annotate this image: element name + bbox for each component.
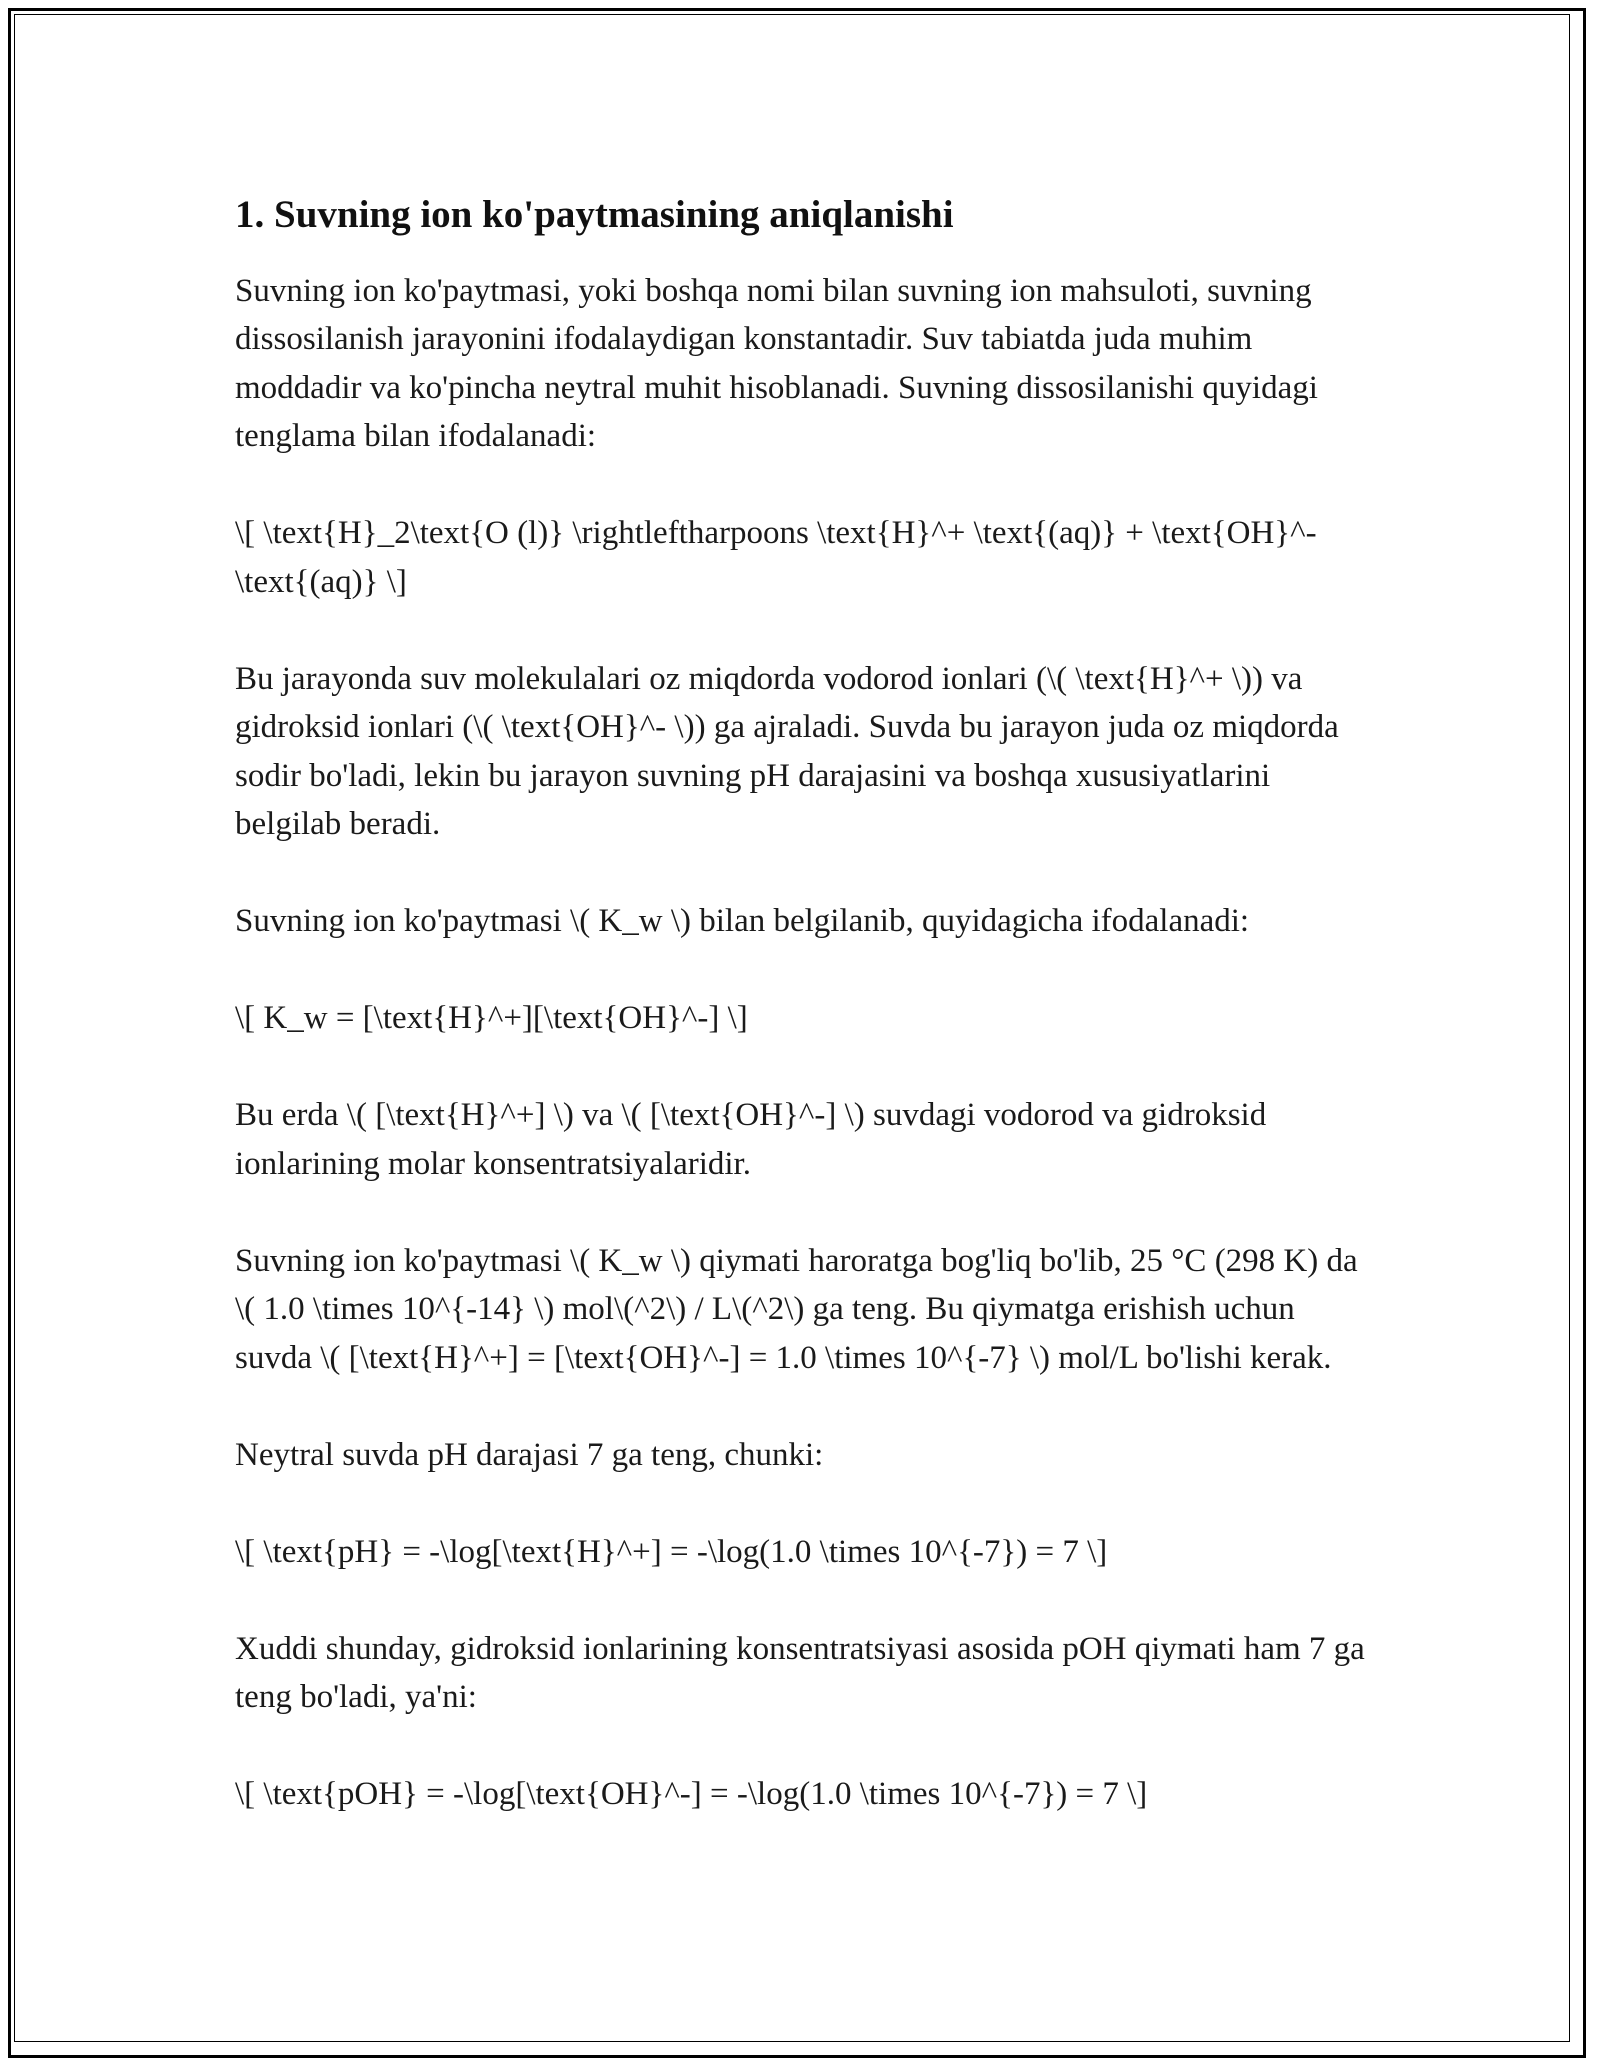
- paragraph-kw-value: Suvning ion ko'paytmasi \( K_w \) qiymati haroratga bog'liq bo'lib, 25 °C (298 K) da \( 1.0 \times 10^{-14} \) mol\(^2\) / L\(^2\) ga teng. Bu qiymatga erishish uchun suvda \( [\text{H}^+] = [\text{OH}^-] = 1.0 \times 10^{-7} \) mol/L bo'lishi kerak.: [235, 1242, 1358, 1376]
- paragraph-kw-definition: Suvning ion ko'paytmasi \( K_w \) bilan belgilanib, quyidagicha ifodalanadi:: [235, 903, 1250, 940]
- document-body: [235, 180, 1375, 1867]
- paragraph-poh: Xuddi shunday, gidroksid ionlarining konsentratsiyasi asosida pOH qiymati ham 7 ga teng bo'ladi, ya'ni:: [235, 1630, 1365, 1716]
- equation-ph: \[ \text{pH} = -\log[\text{H}^+] = -\log(1.0 \times 10^{-7}) = 7 \]: [235, 1533, 1108, 1570]
- paragraph-intro: Suvning ion ko'paytmasi, yoki boshqa nomi bilan suvning ion mahsuloti, suvning dissosilanish jarayonini ifodalaydigan konstantadir. Suv tabiatda juda muhim moddadir va ko'pincha neytral muhit hisoblanadi. Suvning dissosilanishi quyidagi tenglama bilan ifodalanadi:: [235, 272, 1318, 455]
- paragraph-neutral-ph: Neytral suvda pH darajasi 7 ga teng, chunki:: [235, 1436, 824, 1473]
- equation-kw: \[ K_w = [\text{H}^+][\text{OH}^-] \]: [235, 1000, 748, 1037]
- equation-dissociation: \[ \text{H}_2\text{O (l)} \rightleftharpoons \text{H}^+ \text{(aq)} + \text{OH}^- \text{(aq)} \]: [235, 515, 1317, 600]
- equation-poh: \[ \text{pOH} = -\log[\text{OH}^-] = -\log(1.0 \times 10^{-7}) = 7 \]: [235, 1776, 1148, 1813]
- paragraph-ions: Bu jarayonda suv molekulalari oz miqdorda vodorod ionlari (\( \text{H}^+ \)) va gidroksid ionlari (\( \text{OH}^- \)) ga ajraladi. Suvda bu jarayon juda oz miqdorda sodir bo'ladi, lekin bu jarayon suvning pH darajasini va boshqa xususiyatlarini belgilab beradi.: [235, 660, 1339, 843]
- paragraph-concentrations: Bu erda \( [\text{H}^+] \) va \( [\text{OH}^-] \) suvdagi vodorod va gidroksid ionlarining molar konsentratsiyalaridir.: [235, 1097, 1267, 1182]
- section-heading: 1. Suvning ion ko'paytmasining aniqlanishi: [235, 193, 954, 236]
